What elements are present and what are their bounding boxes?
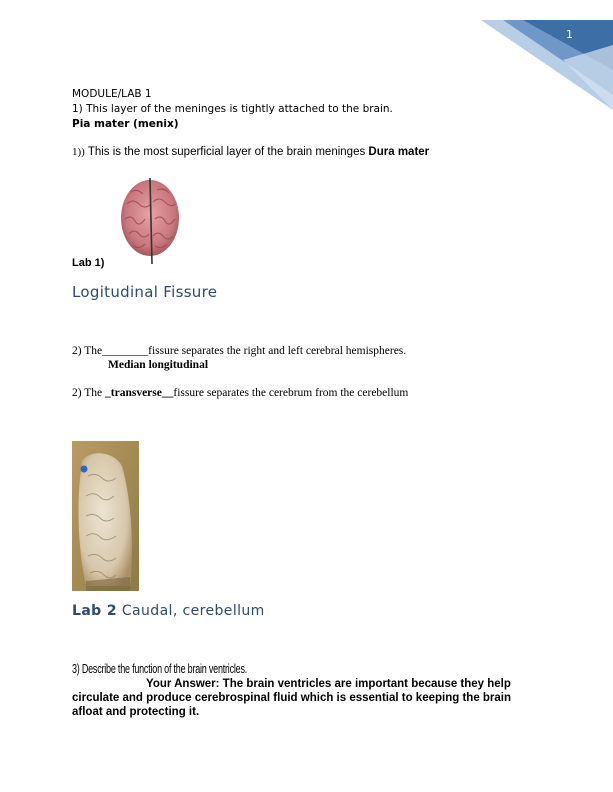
q2a-blank: ________ [102,345,149,357]
lab2-line [72,603,265,619]
q2b-answer: transverse [110,387,162,399]
q2a-prefix: 2) The [72,345,103,357]
lab1-heading: Logitudinal Fissure [72,283,218,301]
q2a-answer: Median longitudinal [108,359,209,371]
q2b-blank-post: __ [161,387,174,399]
q1-question: 1) This layer of the meninges is tightly attached to the brain. [72,103,393,115]
q1b-text: This is the most superficial layer of the brain meninges [84,146,369,158]
brain-top-view-image [117,174,183,266]
lab1-label: Lab 1) [72,257,105,269]
module-title: MODULE/LAB 1 [72,88,152,100]
q3-question: 3) Describe the function of the brain ventricles. [72,662,248,676]
q1b-answer: Dura mater [368,146,430,158]
q1-answer: Pia mater (menix) [72,118,179,130]
q2b-blank-pre: _ [105,387,111,399]
q2b-prefix: 2) The [72,387,106,399]
brain-side-view-image [72,441,139,591]
corner-decoration [473,0,613,110]
q2a-line [72,345,406,357]
q3-answer-line2: circulate and produce cerebrospinal fluid which is essential to keeping the brain [72,692,512,704]
q3-answer-line1: Your Answer: The brain ventricles are important because they help [146,678,511,690]
q3-question-line [72,662,315,676]
q2b-suffix: fissure separates the cerebrum from the cerebellum [173,387,409,399]
lab2-text: Caudal, cerebellum [117,603,265,619]
q1b-line [72,146,429,158]
q2b-line [72,387,408,399]
q2a-suffix: fissure separates the right and left cerebral hemispheres. [148,345,407,357]
lab2-label: Lab 2 [72,603,118,619]
q3-answer-line3: afloat and protecting it. [72,706,200,718]
q1b-number: 1)) [72,146,85,158]
page-number: 1 [566,28,573,41]
